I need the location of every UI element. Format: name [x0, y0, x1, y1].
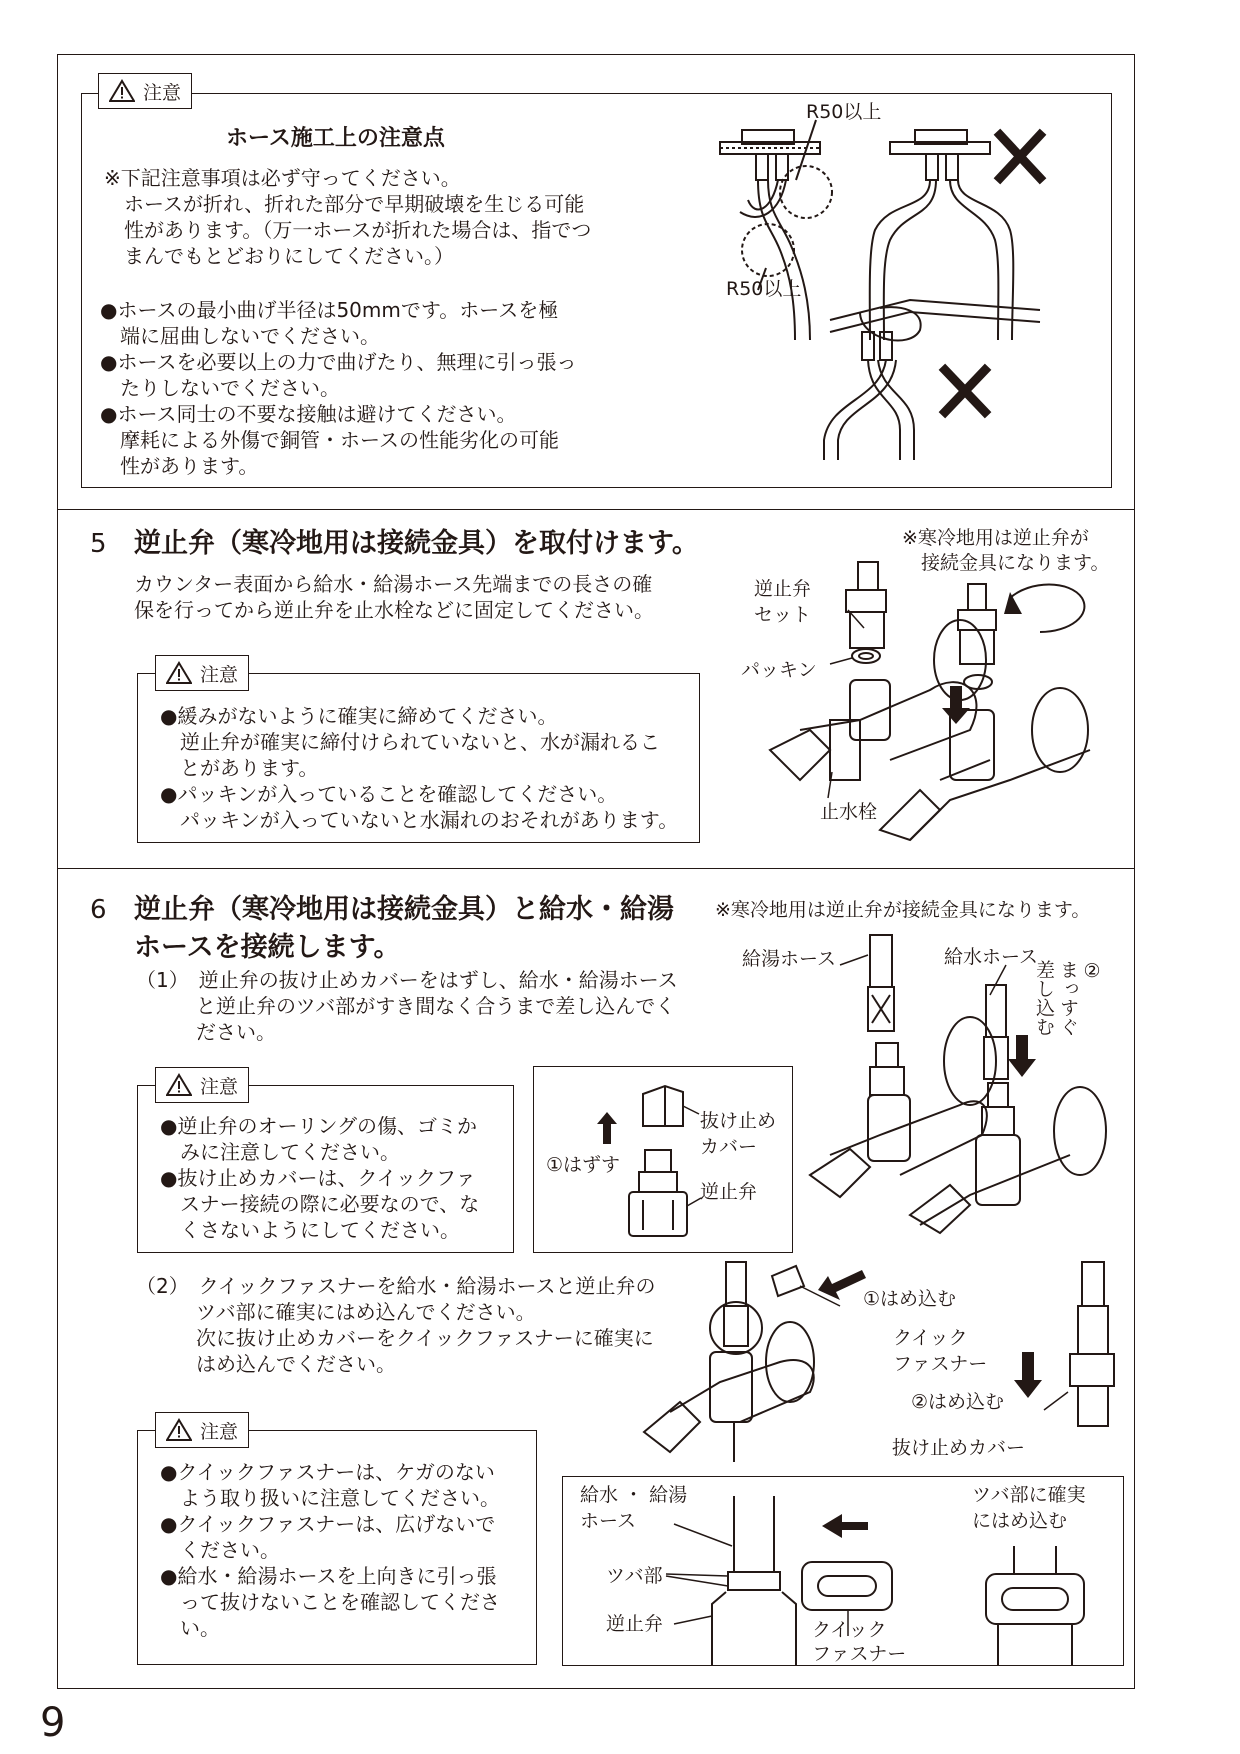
caution-line: 逆止弁が確実に締付けられていないと、水が漏れるこ: [160, 730, 660, 754]
caution-line: い。: [160, 1616, 220, 1640]
hose-caution-title: ホース施工上の注意点: [226, 126, 445, 151]
fit-flange-label: ツバ部に確実 にはめ込む: [972, 1484, 1086, 1532]
caution-line: ●クイックファスナーは、ケガのない: [160, 1460, 495, 1484]
step-title: 逆止弁（寒冷地用は接続金具）と給水・給湯: [134, 894, 674, 925]
check-valve-label: 逆止弁: [700, 1181, 758, 1203]
step-note-line: 接続金具になります。: [902, 552, 1110, 574]
sub-step-line: （2） クイックファスナーを給水・給湯ホースと逆止弁の: [136, 1274, 656, 1298]
insert-straight-label: ② まっすぐ 差し込む: [1033, 960, 1103, 1036]
step-body-line: 保を行ってから逆止弁を止水栓などに固定してください。: [134, 598, 654, 622]
caution-line: パッキンが入っていないと水漏れのおそれがあります。: [160, 808, 679, 832]
hose-intro-line: 性があります。（万一ホースが折れた場合は、指でつ: [104, 218, 592, 242]
remove-label: ①はずす: [546, 1154, 621, 1176]
hose-bullet-line: たりしないでください。: [100, 376, 340, 400]
warning-icon: [109, 79, 135, 103]
hoses-label: 給水 ・ 給湯 ホース: [580, 1484, 688, 1532]
page-number: 9: [40, 1700, 66, 1746]
cover-label: 抜け止めカバー: [892, 1437, 1026, 1459]
caution-tag: [155, 655, 249, 691]
warning-icon: [166, 1418, 192, 1442]
caution-line: スナー接続の際に必要なので、な: [160, 1192, 480, 1216]
packing-label: パッキン: [741, 659, 817, 681]
r50-label: R50以上: [726, 278, 802, 300]
caution-label: 注意: [200, 1420, 239, 1443]
hot-hose-label: 給湯ホース: [742, 948, 837, 970]
sub-step-line: ツバ部に確実にはめ込んでください。: [136, 1300, 536, 1324]
caution-tag: [155, 1067, 249, 1103]
caution-label: 注意: [200, 1075, 239, 1098]
caution-line: って抜けないことを確認してくださ: [160, 1590, 500, 1614]
warning-icon: [166, 661, 192, 685]
check-valve-label: 逆止弁: [606, 1613, 664, 1635]
cold-hose-label: 給水ホース: [944, 946, 1039, 968]
hose-bullet-line: 性があります。: [100, 454, 259, 478]
fit1-label: ①はめ込む: [863, 1288, 957, 1310]
quick-fastener-label: クイック ファスナー: [812, 1619, 907, 1665]
step-title: 逆止弁（寒冷地用は接続金具）を取付けます。: [134, 528, 699, 559]
hose-bullet-line: ●ホースを必要以上の力で曲げたり、無理に引っ張っ: [100, 350, 577, 374]
caution-tag: [155, 1412, 249, 1448]
caution-line: みに注意してください。: [160, 1140, 400, 1164]
caution-line: ●パッキンが入っていることを確認してください。: [160, 782, 618, 806]
r50-label: R50以上: [806, 101, 882, 123]
hose-bullet-line: ●ホース同士の不要な接触は避けてください。: [100, 402, 517, 426]
step-number: 6: [90, 895, 107, 925]
step-note-line: ※寒冷地用は逆止弁が: [902, 527, 1089, 549]
hose-bullet-line: 摩耗による外傷で銅管・ホースの性能劣化の可能: [100, 428, 559, 452]
caution-line: ください。: [160, 1538, 280, 1562]
check-valve-set-label: 逆止弁 セット: [754, 578, 812, 626]
hose-bullet-line: 端に屈曲しないでください。: [100, 324, 380, 348]
caution-line: ●クイックファスナーは、広げないで: [160, 1512, 496, 1536]
caution-line: ●緩みがないように確実に締めてください。: [160, 704, 558, 728]
caution-label: 注意: [143, 81, 182, 104]
flange-label: ツバ部: [606, 1565, 663, 1587]
caution-label: 注意: [200, 663, 239, 686]
step-title: ホースを接続します。: [134, 932, 401, 963]
fit2-label: ②はめ込む: [911, 1391, 1005, 1413]
quick-fastener-label: クイック ファスナー: [893, 1327, 988, 1375]
section-divider: [57, 509, 1135, 510]
hose-intro-line: ※下記注意事項は必ず守ってください。: [104, 166, 461, 190]
hose-intro-line: まんでもとどおりにしてください。）: [104, 244, 454, 268]
step-number: 5: [90, 529, 107, 559]
section-divider: [57, 868, 1135, 869]
step-body-line: カウンター表面から給水・給湯ホース先端までの長さの確: [134, 572, 653, 596]
hose-intro-line: ホースが折れ、折れた部分で早期破壊を生じる可能: [104, 192, 585, 216]
sub-step-line: 次に抜け止めカバーをクイックファスナーに確実に: [136, 1326, 654, 1350]
caution-line: ●逆止弁のオーリングの傷、ゴミか: [160, 1114, 478, 1138]
caution-line: とがあります。: [160, 756, 319, 780]
stop-valve-label: 止水栓: [820, 801, 878, 823]
cover-label: 抜け止め カバー: [700, 1110, 777, 1158]
caution-line: ●抜け止めカバーは、クイックファ: [160, 1166, 476, 1190]
step-note: ※寒冷地用は逆止弁が接続金具になります。: [715, 899, 1091, 921]
caution-line: ●給水・給湯ホースを上向きに引っ張: [160, 1564, 497, 1588]
caution-tag: [98, 73, 192, 109]
sub-step-line: ださい。: [136, 1020, 276, 1044]
hose-bullet-line: ●ホースの最小曲げ半径は50mmです。ホースを極: [100, 298, 559, 322]
warning-icon: [166, 1073, 192, 1097]
sub-step-line: （1） 逆止弁の抜け止めカバーをはずし、給水・給湯ホース: [136, 968, 678, 992]
caution-line: よう取り扱いに注意してください。: [160, 1486, 500, 1510]
check-valve-install-illustration: [760, 540, 1120, 850]
sub-step-line: はめ込んでください。: [136, 1352, 396, 1376]
sub-step-line: と逆止弁のツバ部がすき間なく合うまで差し込んでく: [136, 994, 676, 1018]
caution-line: くさないようにしてください。: [160, 1218, 460, 1242]
